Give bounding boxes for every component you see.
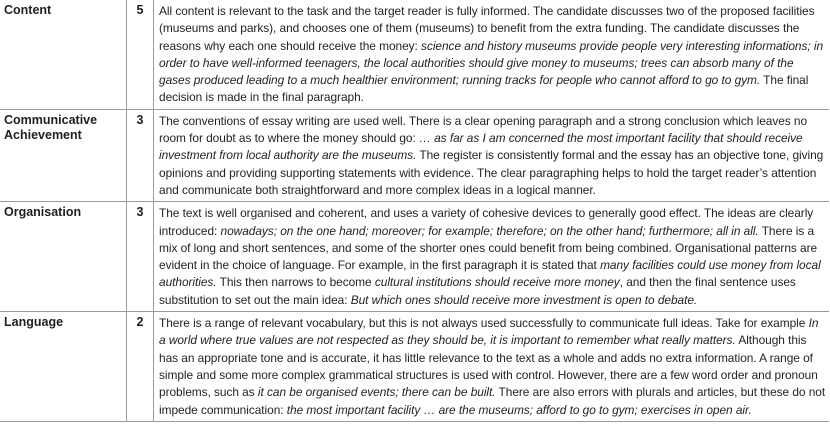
- comment-text: There are also errors with plurals and articles, but these do not impede communication:: [159, 385, 826, 417]
- criterion-mark: 3: [127, 202, 154, 312]
- criterion-comment: [154, 0, 830, 109]
- table-row: [0, 312, 829, 422]
- comment-quote: nowadays; on the one hand; moreover; for example; therefore; on the other hand; furthermore; all in all.: [220, 223, 759, 238]
- comment-quote: cultural institutions should receive more money: [374, 275, 620, 290]
- criterion-mark: 5: [127, 0, 154, 109]
- comment-text: There is a mix of long and short sentences, and some of the shorter ones could benefit from being combined. Organisational patterns are evident in the choice of language. For example, in the first paragraph it is stated that: [159, 223, 818, 273]
- comment-text: There is a range of relevant vocabulary, but this is not always used successfully to communicate full ideas. Take for example: [159, 316, 809, 331]
- comment-quote: … as far as I am concerned the most important facility that should receive investment from local authority are the museums.: [159, 131, 803, 163]
- criterion-label: Language: [0, 312, 127, 422]
- table-row: [0, 202, 829, 312]
- comment-text: This then narrows to become: [216, 275, 375, 290]
- comment-text: The register is consistently formal and the essay has an objective tone, giving opinions and providing supporting statements with evidence. The clear paragraphing helps to hold the target reader’s attention and communicate both straightforward and more complex ideas in a logical manner.: [159, 148, 824, 197]
- criterion-label: Communicative Achievement: [0, 109, 127, 201]
- comment-quote: many facilities could use money from local authorities.: [159, 258, 821, 290]
- comment-text: The final decision is made in the final paragraph.: [159, 73, 809, 105]
- comment-quote: the most important facility … are the museums; afford to go to gym; exercises in open air.: [286, 402, 752, 417]
- criterion-mark: 2: [127, 312, 154, 422]
- comment-quote: In a world where true values are not respected as they should be, it is important to remember what really matters.: [159, 316, 819, 348]
- criterion-label: Content: [0, 0, 127, 109]
- comment-text: Although this has an appropriate tone and is accurate, it has little relevance to the text as a whole and adds no extra information. A range of simple and some more complex grammatical structures is used with control. However, there are a few word order and pronoun problems, such as: [159, 333, 818, 400]
- criterion-comment: [154, 202, 830, 312]
- comment-text: All content is relevant to the task and the target reader is fully informed. The candidate discusses two of the proposed facilities (museums and parks), and chooses one of them (museums) to benefit from the extra funding. The candidate discusses the reasons why each one should receive the money:: [159, 4, 815, 53]
- criterion-label: Organisation: [0, 202, 127, 312]
- criterion-comment: [154, 109, 830, 201]
- criterion-comment: [154, 312, 830, 422]
- comment-text: The text is well organised and coherent, and uses a variety of cohesive devices to generally good effect. The ideas are clearly introduced:: [159, 206, 814, 238]
- comment-quote: science and history museums provide people very interesting informations; in order to have well-informed teenagers, the local authorities should give money to museums; trees can absorb many of the gases produced leading to a much healthier environment; running tracks for people who cannot afford to go to gym.: [159, 38, 824, 88]
- comment-text: The conventions of essay writing are used well. There is a clear opening paragraph and a strong conclusion which leaves no room for doubt as to where the money should go:: [159, 113, 808, 146]
- comment-quote: But which ones should receive more investment is open to debate.: [350, 292, 698, 307]
- comment-quote: it can be organised events; there can be built.: [257, 385, 496, 400]
- table-row: [0, 109, 829, 201]
- table-row: [0, 0, 829, 109]
- comment-text: , and then the final sentence uses substitution to set out the main idea:: [159, 275, 796, 307]
- criterion-mark: 3: [127, 109, 154, 201]
